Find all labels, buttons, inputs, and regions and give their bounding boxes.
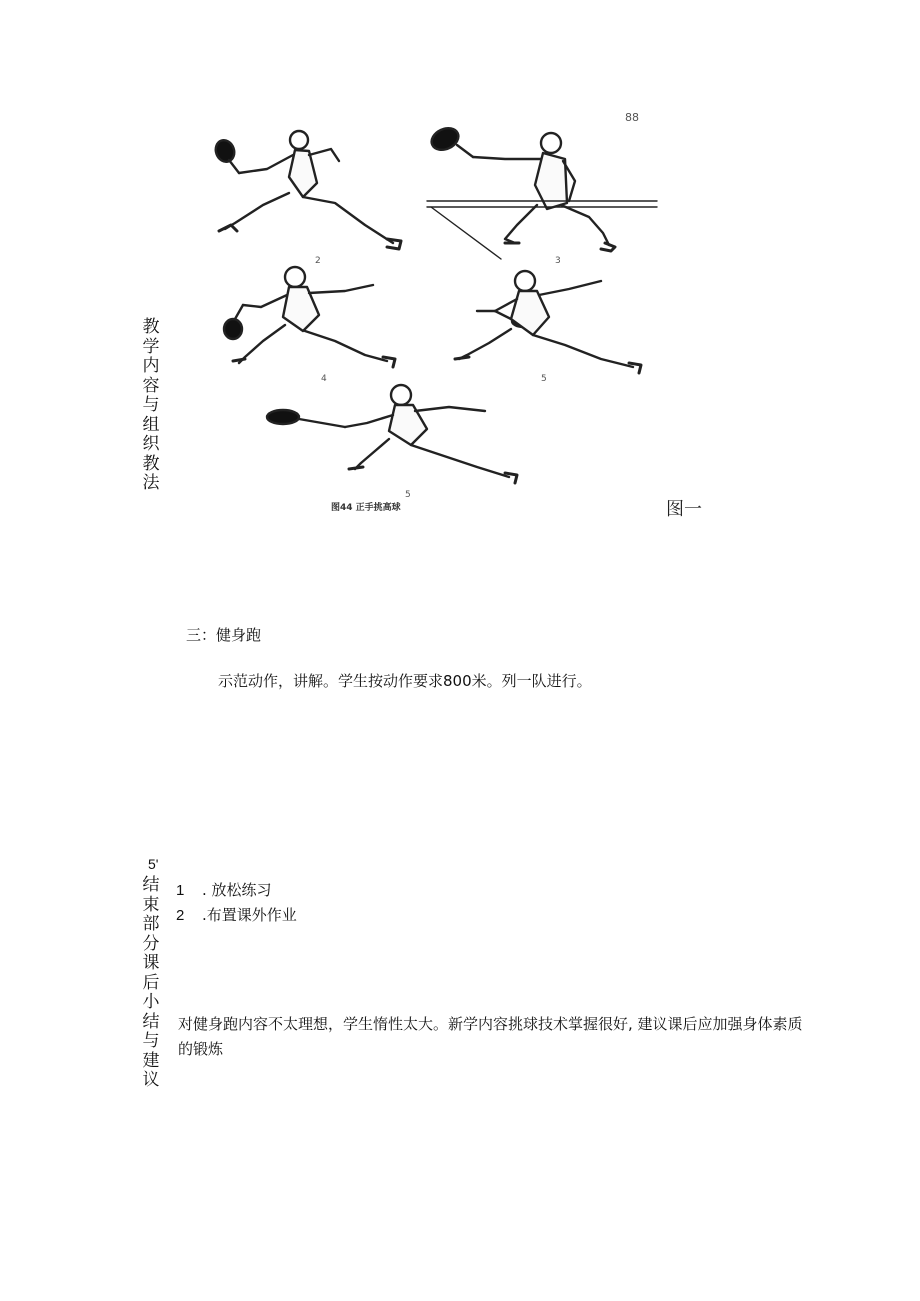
lesson-summary: 对健身跑内容不太理想，学生惰性太大。新学内容挑球技术掌握很好, 建议课后应加强身体素质的锻炼: [178, 1015, 803, 1058]
running-instructions: 示范动作，讲解。学生按动作要求800米。列一队进行。: [218, 672, 592, 690]
list-item-text: .布置课外作业: [202, 906, 297, 924]
frame-number-4: 5: [541, 374, 547, 384]
section-label-teaching: 教学内容与组织教法: [142, 317, 160, 493]
player-figure-2: [428, 124, 615, 251]
ending-list: [176, 878, 297, 928]
frame-number-5: 5: [405, 490, 411, 500]
player-figure-5: [267, 385, 517, 483]
frame-number-2: 3: [555, 256, 561, 266]
player-figure-3: [224, 267, 395, 367]
player-figure-1: [213, 131, 401, 249]
badminton-figure-svg: [205, 105, 675, 517]
list-item-number: 2: [176, 907, 185, 924]
list-item: [176, 903, 297, 928]
frame-number-3: 4: [321, 374, 327, 384]
list-item: [176, 878, 297, 903]
figure-caption: 图44 正手挑高球: [331, 503, 401, 513]
ending-time: 5': [148, 856, 159, 872]
figure-label: 图一: [666, 499, 702, 520]
corner-mark: 88: [625, 111, 639, 124]
frame-number-1: 2: [315, 256, 321, 266]
section-label-ending: 结束部分课后小结与建议: [142, 875, 160, 1090]
list-item-text: . 放松练习: [202, 881, 272, 899]
running-heading: 三：健身跑: [186, 626, 262, 644]
court-lines: [427, 201, 657, 259]
list-item-number: 1: [176, 882, 185, 899]
badminton-illustration: [205, 105, 675, 517]
player-figure-4: [455, 271, 641, 373]
